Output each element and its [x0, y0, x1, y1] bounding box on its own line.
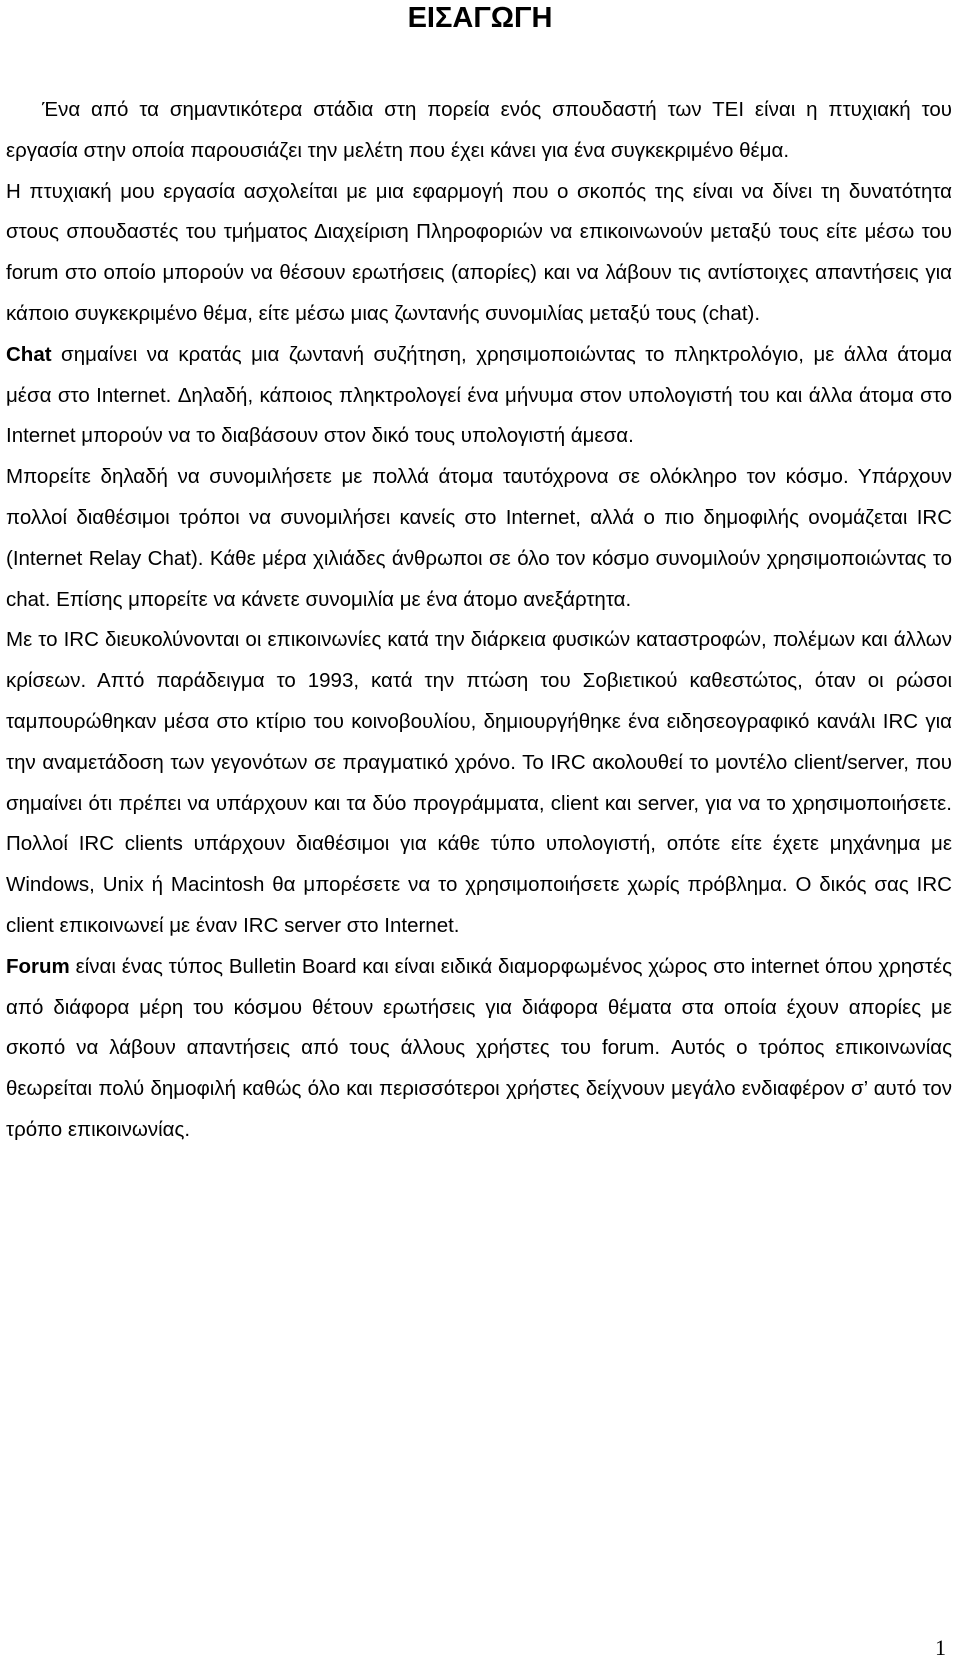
- term-chat: Chat: [6, 342, 52, 366]
- term-forum: Forum: [6, 954, 70, 978]
- paragraph-thesis-scope: Η πτυχιακή μου εργασία ασχολείται με μια εφαρμογή που ο σκοπός της είναι να δίνει τη δυνατότητα στους σπουδαστές του τμήματος Διαχείριση Πληροφοριών να επικοινωνούν μεταξύ τους είτε μέσω του forum στο οποίο μπορούν να θέσουν ερωτήσεις (απορίες) και να λάβουν τις αντίστοιχες απαντήσεις για κάποιο συγκεκριμένο θέμα, είτε μέσω μιας ζωντανής συνομιλίας μεταξύ τους (chat).: [6, 179, 952, 325]
- paragraph-irc: Με το IRC διευκολύνονται οι επικοινωνίες κατά την διάρκεια φυσικών καταστροφών, πολέμων και άλλων κρίσεων. Απτό παράδειγμα το 1993, κατά την πτώση του Σοβιετικού καθεστώτος, όταν οι ρώσοι ταμπουρώθηκαν μέσα στο κτίριο του κοινοβουλίου, δημιουργήθηκε ένα ειδησεογραφικό κανάλι IRC για την αναμετάδοση των γεγονότων σε πραγματικό χρόνο. Το IRC ακολουθεί το μοντέλο client/server, που σημαίνει ότι πρέπει να υπάρχουν και τα δύο προγράμματα, client και server, για να το χρησιμοποιήσετε. Πολλοί IRC clients υπάρχουν διαθέσιμοι για κάθε τύπο υπολογιστή, οπότε είτε έχετε μηχάνημα με Windows, Unix ή Macintosh θα μπορέσετε να το χρησιμοποιήσετε χωρίς πρόβλημα. Ο δικός σας IRC client επικοινωνεί με έναν IRC server στο Internet.: [6, 628, 952, 937]
- paragraph-intro: Ένα από τα σημαντικότερα στάδια στη πορεία ενός σπουδαστή των ΤΕΙ είναι η πτυχιακή του εργασία στην οποία παρουσιάζει την μελέτη που έχει κάνει για ένα συγκεκριμένο θέμα.: [6, 98, 952, 162]
- chat-definition-text: σημαίνει να κρατάς μια ζωντανή συζήτηση, χρησιμοποιώντας το πληκτρολόγιο, με άλλα άτομα μέσα στο Internet. Δηλαδή, κάποιος πληκτρολογεί ένα μήνυμα στον υπολογιστή του και άλλα άτομα στο Internet μπορούν να το διαβάσουν στον δικό τους υπολογιστή άμεσα.: [6, 342, 952, 448]
- paragraph-chat-usage: Μπορείτε δηλαδή να συνομιλήσετε με πολλά άτομα ταυτόχρονα σε ολόκληρο τον κόσμο. Υπάρχουν πολλοί διαθέσιμοι τρόποι να συνομιλήσει κανείς στο Internet, αλλά ο πιο δημοφιλής ονομάζεται IRC (Internet Relay Chat). Κάθε μέρα χιλιάδες άνθρωποι σε όλο τον κόσμο συνομιλούν χρησιμοποιώντας το chat. Επίσης μπορείτε να κάνετε συνομιλία με ένα άτομο ανεξάρτητα.: [6, 465, 952, 611]
- page-number: 1: [935, 1635, 946, 1660]
- page-title: ΕΙΣΑΓΩΓΗ: [407, 2, 553, 34]
- document-body: [6, 90, 952, 1151]
- paragraph-chat-definition: [6, 335, 952, 457]
- paragraph-forum-definition: [6, 947, 952, 1151]
- forum-definition-text: είναι ένας τύπος Bulletin Board και είναι ειδικά διαμορφωμένος χώρος στο internet όπου χρηστές από διάφορα μέρη του κόσμου θέτουν ερωτήσεις για διάφορα θέματα στα οποία έχουν απορίες με σκοπό να λάβουν απαντήσεις από τους άλλους χρήστες του forum. Αυτός ο τρόπος επικοινωνίας θεωρείται πολύ δημοφιλή καθώς όλο και περισσότεροι χρήστες δείχνουν μεγάλο ενδιαφέρον σ’ αυτό τον τρόπο επικοινωνίας.: [6, 954, 952, 1141]
